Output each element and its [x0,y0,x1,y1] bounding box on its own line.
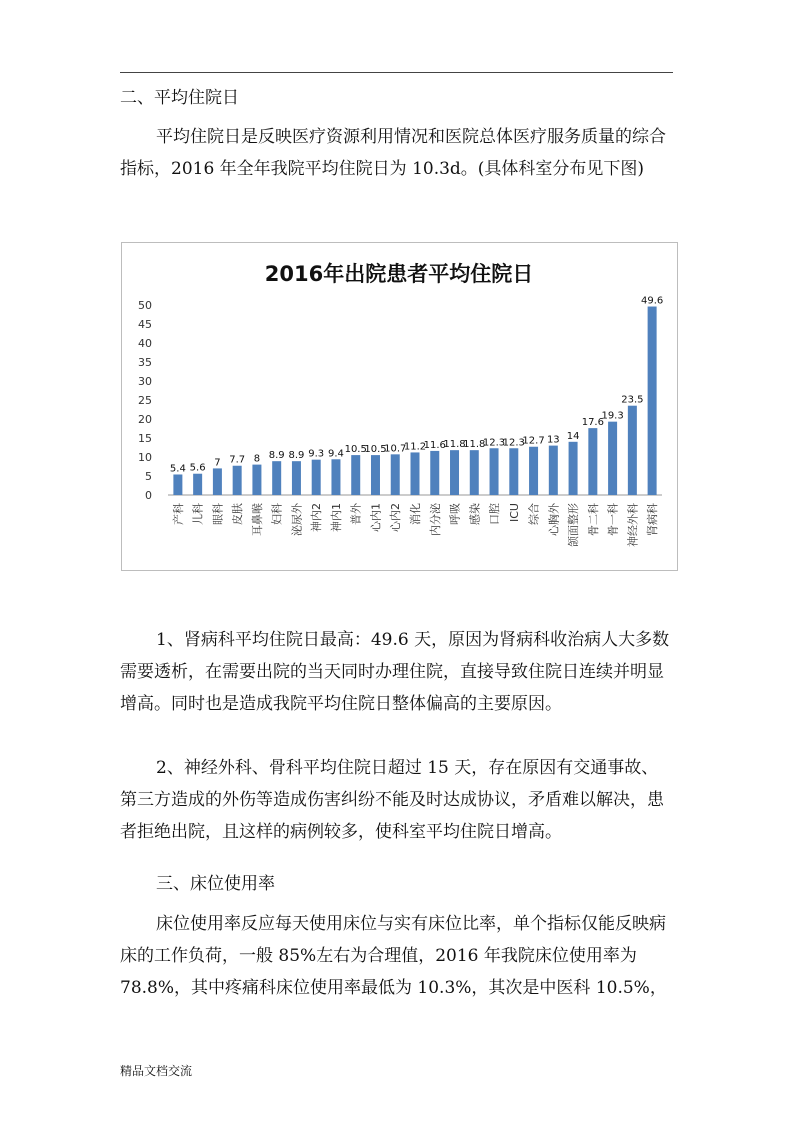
y-tick-label: 5 [145,470,152,483]
data-label: 9.4 [328,448,344,460]
bar [450,450,459,495]
data-label: 5.4 [169,463,186,475]
category-label: 神内2 [310,503,324,532]
category-label: 心胸外 [547,503,561,536]
data-label: 23.5 [621,394,644,406]
bar [173,474,182,495]
data-label: 9.3 [308,448,325,460]
category-label: 内分泌 [428,503,442,536]
data-label: 14 [566,430,580,442]
data-label: 19.3 [601,410,624,422]
bar [430,451,439,495]
data-label: 17.6 [581,417,604,429]
bar [588,428,597,495]
chart-svg [122,243,677,570]
category-label: 感染 [468,503,482,525]
data-label: 11.8 [463,439,486,451]
analysis-paragraph-1: 1、肾病科平均住院日最高：49.6 天，原因为肾病科收治病人大多数需要透析，在需要出院的当天同时办理住院，直接导致住院日连续并明显增高。同时也是造成我院平均住院日整体偏高的主要原因。 [120,630,670,714]
category-label: 普外 [349,503,363,525]
bar [569,442,578,495]
bar [411,452,420,495]
data-label: 11.8 [443,439,466,451]
data-label: 7.7 [229,454,246,466]
bar [529,447,538,495]
category-label: 产科 [171,503,185,525]
y-tick-label: 50 [138,299,152,312]
data-label: 5.6 [189,462,206,474]
data-label: 10.5 [364,444,387,456]
category-label: 骨一科 [606,502,620,536]
category-label: 消化 [409,503,422,525]
bar [292,461,301,495]
data-label: 10.7 [384,443,407,455]
bar [608,422,617,495]
category-label: 神经外科 [626,503,640,547]
category-label: 颌面整形 [567,503,581,547]
bar [193,474,202,495]
data-label: 8 [253,453,261,465]
category-label: 口腔 [488,503,502,525]
y-tick-label: 20 [138,413,152,426]
category-label: 呼吸 [448,503,462,525]
y-tick-label: 0 [145,489,152,502]
section-heading-bed-usage: 三、床位使用率 [156,874,275,894]
category-label: 妇科 [270,503,284,525]
y-tick-label: 10 [138,451,152,464]
bar [509,448,518,495]
bar [391,454,400,495]
data-label: 7 [214,457,221,469]
data-label: 12.7 [522,435,545,447]
average-stay-chart [121,242,678,571]
bar [470,450,479,495]
analysis-paragraph-2: 2、神经外科、骨科平均住院日超过 15 天，存在原因有交通事故、第三方造成的外伤等造成伤害纠纷不能及时达成协议，矛盾难以解决，患者拒绝出院，且这样的病例较多，使科室平均住院日增高。 [120,758,664,842]
y-tick-label: 30 [138,375,152,388]
category-label: 眼科 [211,503,225,525]
category-label: 心内1 [369,503,383,532]
bar [312,460,321,495]
bar [371,455,380,495]
bar [233,466,242,495]
category-label: 肾病科 [646,503,660,536]
y-tick-label: 25 [138,394,152,407]
data-label: 13 [546,434,560,446]
data-label: 12.3 [502,437,525,449]
data-label: 8.9 [288,450,305,462]
header-rule [120,72,673,73]
data-label: 49.6 [640,295,664,307]
data-label: 11.2 [403,441,427,453]
category-label: 儿科 [191,503,205,525]
bed-usage-paragraph: 床位使用率反应每天使用床位与实有床位比率，单个指标仅能反映病床的工作负荷，一般 85%左右为合理值，2016 年我院床位使用率为 78.8%，其中疼痛科床位使用率最低为 10.3%，其次是中医科 10.5%， [120,914,667,998]
bar [272,461,281,495]
category-label: ICU [507,503,521,522]
bar [628,406,637,495]
y-tick-label: 35 [138,356,152,369]
section-heading-average-stay: 二、平均住院日 [120,88,239,108]
bar [331,459,340,495]
bar [549,446,558,495]
intro-paragraph: 平均住院日是反映医疗资源利用情况和医院总体医疗服务质量的综合指标，2016 年全年我院平均住院日为 10.3d。(具体科室分布见下图) [120,127,666,179]
bar [351,455,360,495]
bar [213,468,222,495]
bar [252,465,261,495]
footer-text: 精品文档交流 [120,1064,193,1078]
category-label: 心内2 [389,503,403,532]
y-tick-label: 15 [138,432,152,445]
y-tick-label: 45 [138,318,152,331]
data-label: 11.6 [423,439,446,451]
bar [490,448,499,495]
y-tick-label: 40 [138,337,152,350]
data-label: 10.5 [344,444,367,456]
category-label: 皮肤 [231,503,245,525]
category-label: 骨二科 [586,503,600,536]
category-label: 耳鼻喉 [250,503,264,536]
bar [648,307,657,495]
category-label: 神内1 [329,503,343,532]
category-label: 泌尿外 [290,503,304,536]
data-label: 8.9 [268,450,285,462]
chart-title: 2016年出院患者平均住院日 [264,262,534,286]
category-label: 综合 [527,503,541,525]
data-label: 12.3 [482,437,506,449]
